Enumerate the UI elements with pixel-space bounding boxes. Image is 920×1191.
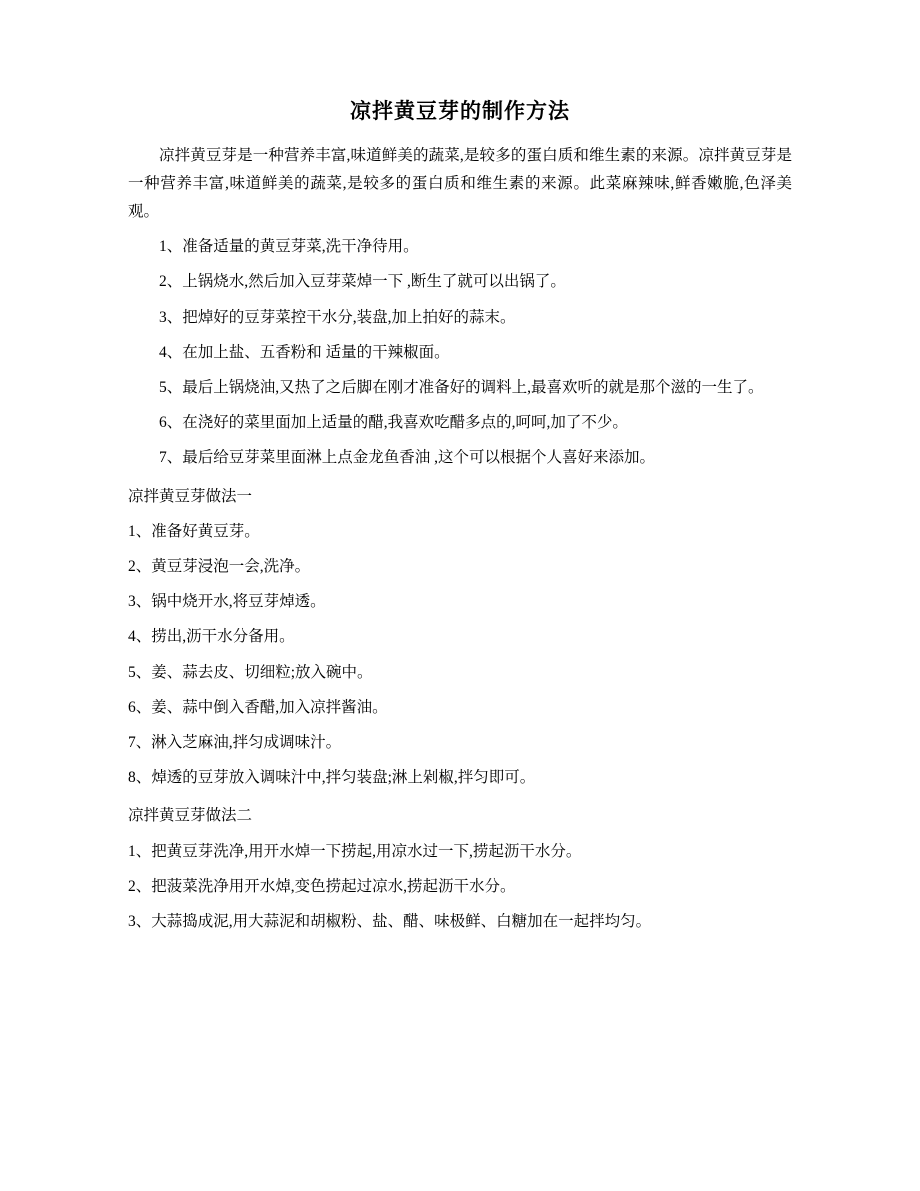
section-two-heading: 凉拌黄豆芽做法二 <box>128 807 253 825</box>
main-step-6: 6、在浇好的菜里面加上适量的醋,我喜欢吃醋多点的,呵呵,加了不少。 <box>159 414 628 432</box>
main-step-2: 2、上锅烧水,然后加入豆芽菜焯一下 ,断生了就可以出锅了。 <box>159 273 566 291</box>
main-step-1: 1、准备适量的黄豆芽菜,洗干净待用。 <box>159 238 419 256</box>
section-two-step-1: 1、把黄豆芽洗净,用开水焯一下捞起,用凉水过一下,捞起沥干水分。 <box>128 842 582 860</box>
main-step-4: 4、在加上盐、五香粉和 适量的干辣椒面。 <box>159 343 450 361</box>
section-one-step-3: 3、锅中烧开水,将豆芽焯透。 <box>128 593 326 611</box>
section-one-step-2: 2、黄豆芽浸泡一会,洗净。 <box>128 557 311 575</box>
intro-paragraph: 凉拌黄豆芽是一种营养丰富,味道鲜美的蔬菜,是较多的蛋白质和维生素的来源。凉拌黄豆芽是一种营养丰富,味道鲜美的蔬菜,是较多的蛋白质和维生素的来源。此菜麻辣味,鲜香嫩脆,色泽美观。 <box>128 146 792 220</box>
main-step-3: 3、把焯好的豆芽菜控干水分,装盘,加上拍好的蒜末。 <box>159 308 516 326</box>
section-one-step-7: 7、淋入芝麻油,拌匀成调味汁。 <box>128 733 342 751</box>
section-one-step-4: 4、捞出,沥干水分备用。 <box>128 628 295 646</box>
main-step-5: 5、最后上锅烧油,又热了之后脚在刚才准备好的调料上,最喜欢听的就是那个滋的一生了。 <box>159 378 764 396</box>
section-two-step-2: 2、把菠菜洗净用开水焯,变色捞起过凉水,捞起沥干水分。 <box>128 877 516 895</box>
section-one-step-6: 6、姜、蒜中倒入香醋,加入凉拌酱油。 <box>128 698 388 716</box>
page-title: 凉拌黄豆芽的制作方法 <box>350 99 570 123</box>
section-one-step-8: 8、焯透的豆芽放入调味汁中,拌匀装盘;淋上剁椒,拌匀即可。 <box>128 769 536 787</box>
section-one-heading: 凉拌黄豆芽做法一 <box>128 487 253 505</box>
section-one-step-1: 1、准备好黄豆芽。 <box>128 522 260 540</box>
section-one-step-5: 5、姜、蒜去皮、切细粒;放入碗中。 <box>128 663 373 681</box>
main-step-7: 7、最后给豆芽菜里面淋上点金龙鱼香油 ,这个可以根据个人喜好来添加。 <box>159 449 656 467</box>
section-two-step-3: 3、大蒜捣成泥,用大蒜泥和胡椒粉、盐、醋、味极鲜、白糖加在一起拌均匀。 <box>128 912 652 930</box>
